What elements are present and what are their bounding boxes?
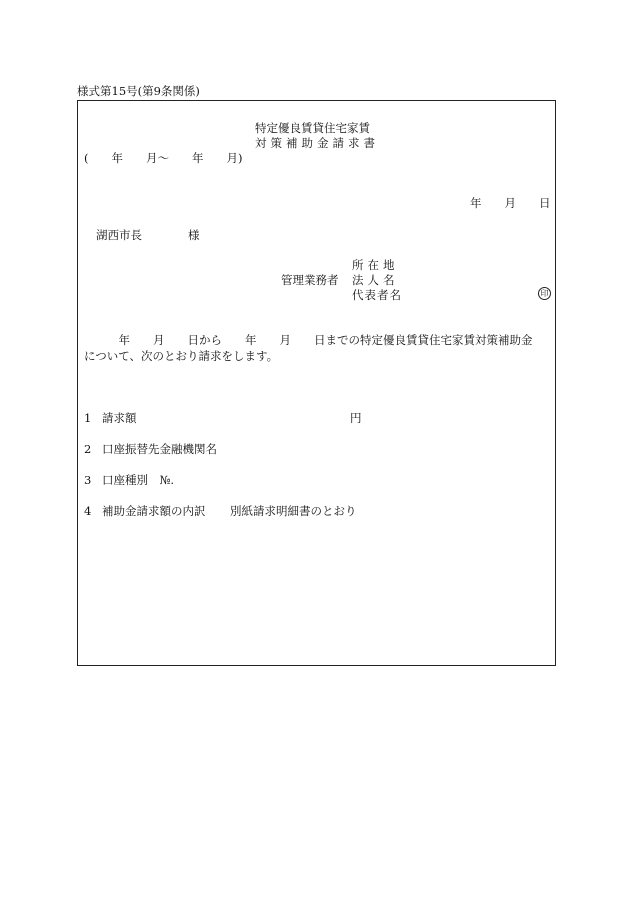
applicant-label: 管理業務者 <box>281 273 339 287</box>
item-number-3: 3 <box>84 473 92 487</box>
body-line-2: について、次のとおり請求をします。 <box>84 349 279 363</box>
form-number: 様式第15号(第9条関係) <box>77 84 200 98</box>
body-line-1: 年 月 日から 年 月 日までの特定優良賃貸住宅家賃対策補助金 <box>84 333 533 347</box>
title-line-2: 対策補助金請求書 <box>255 136 379 150</box>
item-label-1: 請求額 <box>102 411 137 425</box>
date-line: 年 月 日 <box>470 196 551 210</box>
form-frame <box>77 100 556 666</box>
rep-label: 代表者名 <box>352 288 402 302</box>
title-period: ( 年 月～ 年 月) <box>84 151 243 165</box>
item-label-2: 口座振替先金融機関名 <box>102 442 217 456</box>
item-label-3: 口座種別 №. <box>102 473 175 487</box>
address-label: 所在地 <box>352 258 399 272</box>
corp-label: 法人名 <box>352 273 399 287</box>
seal-mark: 印 <box>538 287 551 300</box>
item-number-2: 2 <box>84 442 92 456</box>
addressee: 湖西市長 様 <box>96 228 200 242</box>
item-number-1: 1 <box>84 411 92 425</box>
item-label-4: 補助金請求額の内訳 <box>102 504 206 518</box>
title-line-1: 特定優良賃貸住宅家賃 <box>255 121 370 135</box>
item-number-4: 4 <box>84 504 92 518</box>
item-value-1: 円 <box>350 411 362 425</box>
item-value-4: 別紙請求明細書のとおり <box>230 504 357 518</box>
